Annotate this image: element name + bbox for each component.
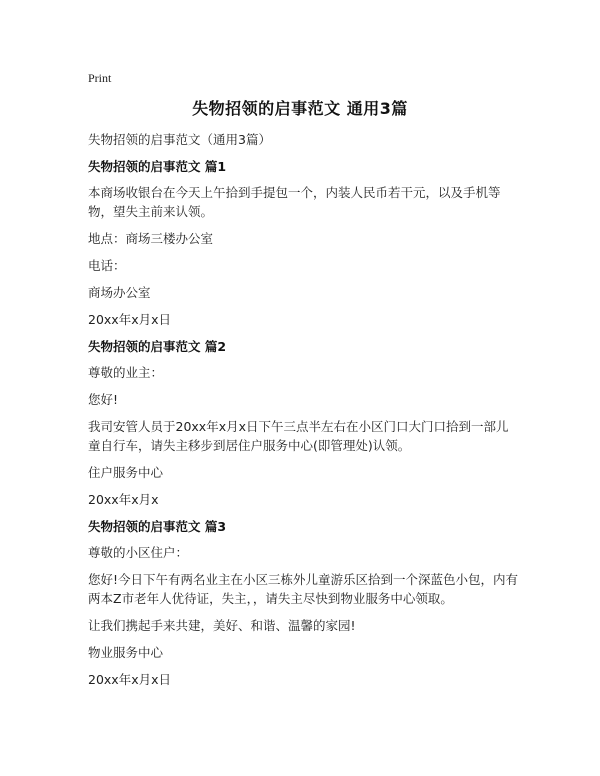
page-title: 失物招领的启事范文 通用3篇	[192, 99, 408, 118]
paragraph: 您好!	[88, 392, 119, 407]
section-heading: 失物招领的启事范文 篇2	[88, 339, 227, 354]
document-body	[88, 130, 518, 697]
paragraph: 电话：	[88, 258, 126, 273]
paragraph: 20xx年x月x日	[88, 672, 171, 687]
print-link[interactable]: Print	[88, 71, 112, 85]
section-1	[88, 157, 518, 329]
paragraph: 我司安管人员于20xx年x月x日下午三点半左右在小区门口大门口拾到一部儿童自行车，请失主移步到居住户服务中心(即管理处)认领。	[88, 419, 509, 453]
section-heading: 失物招领的启事范文 篇3	[88, 519, 227, 534]
section-heading: 失物招领的启事范文 篇1	[88, 159, 227, 174]
paragraph: 尊敬的业主：	[88, 365, 164, 380]
paragraph: 住户服务中心	[88, 465, 164, 480]
paragraph: 20xx年x月x日	[88, 312, 171, 327]
paragraph: 尊敬的小区住户：	[88, 545, 189, 560]
paragraph: 本商场收银台在今天上午拾到手提包一个，内装人民币若干元，以及手机等物，望失主前来认领。	[88, 185, 501, 219]
section-3	[88, 517, 518, 689]
paragraph: 20xx年x月x	[88, 492, 159, 507]
paragraph: 商场办公室	[88, 285, 151, 300]
paragraph: 让我们携起手来共建，美好、和谐、温馨的家园!	[88, 618, 356, 633]
paragraph: 物业服务中心	[88, 645, 164, 660]
paragraph: 地点：商场三楼办公室	[88, 231, 214, 246]
section-2	[88, 337, 518, 509]
intro-text: 失物招领的启事范文（通用3篇）	[88, 132, 271, 147]
paragraph: 您好!今日下午有两名业主在小区三栋外儿童游乐区拾到一个深蓝色小包，内有两本Z市老年人优待证，失主，，请失主尽快到物业服务中心领取。	[88, 572, 519, 606]
